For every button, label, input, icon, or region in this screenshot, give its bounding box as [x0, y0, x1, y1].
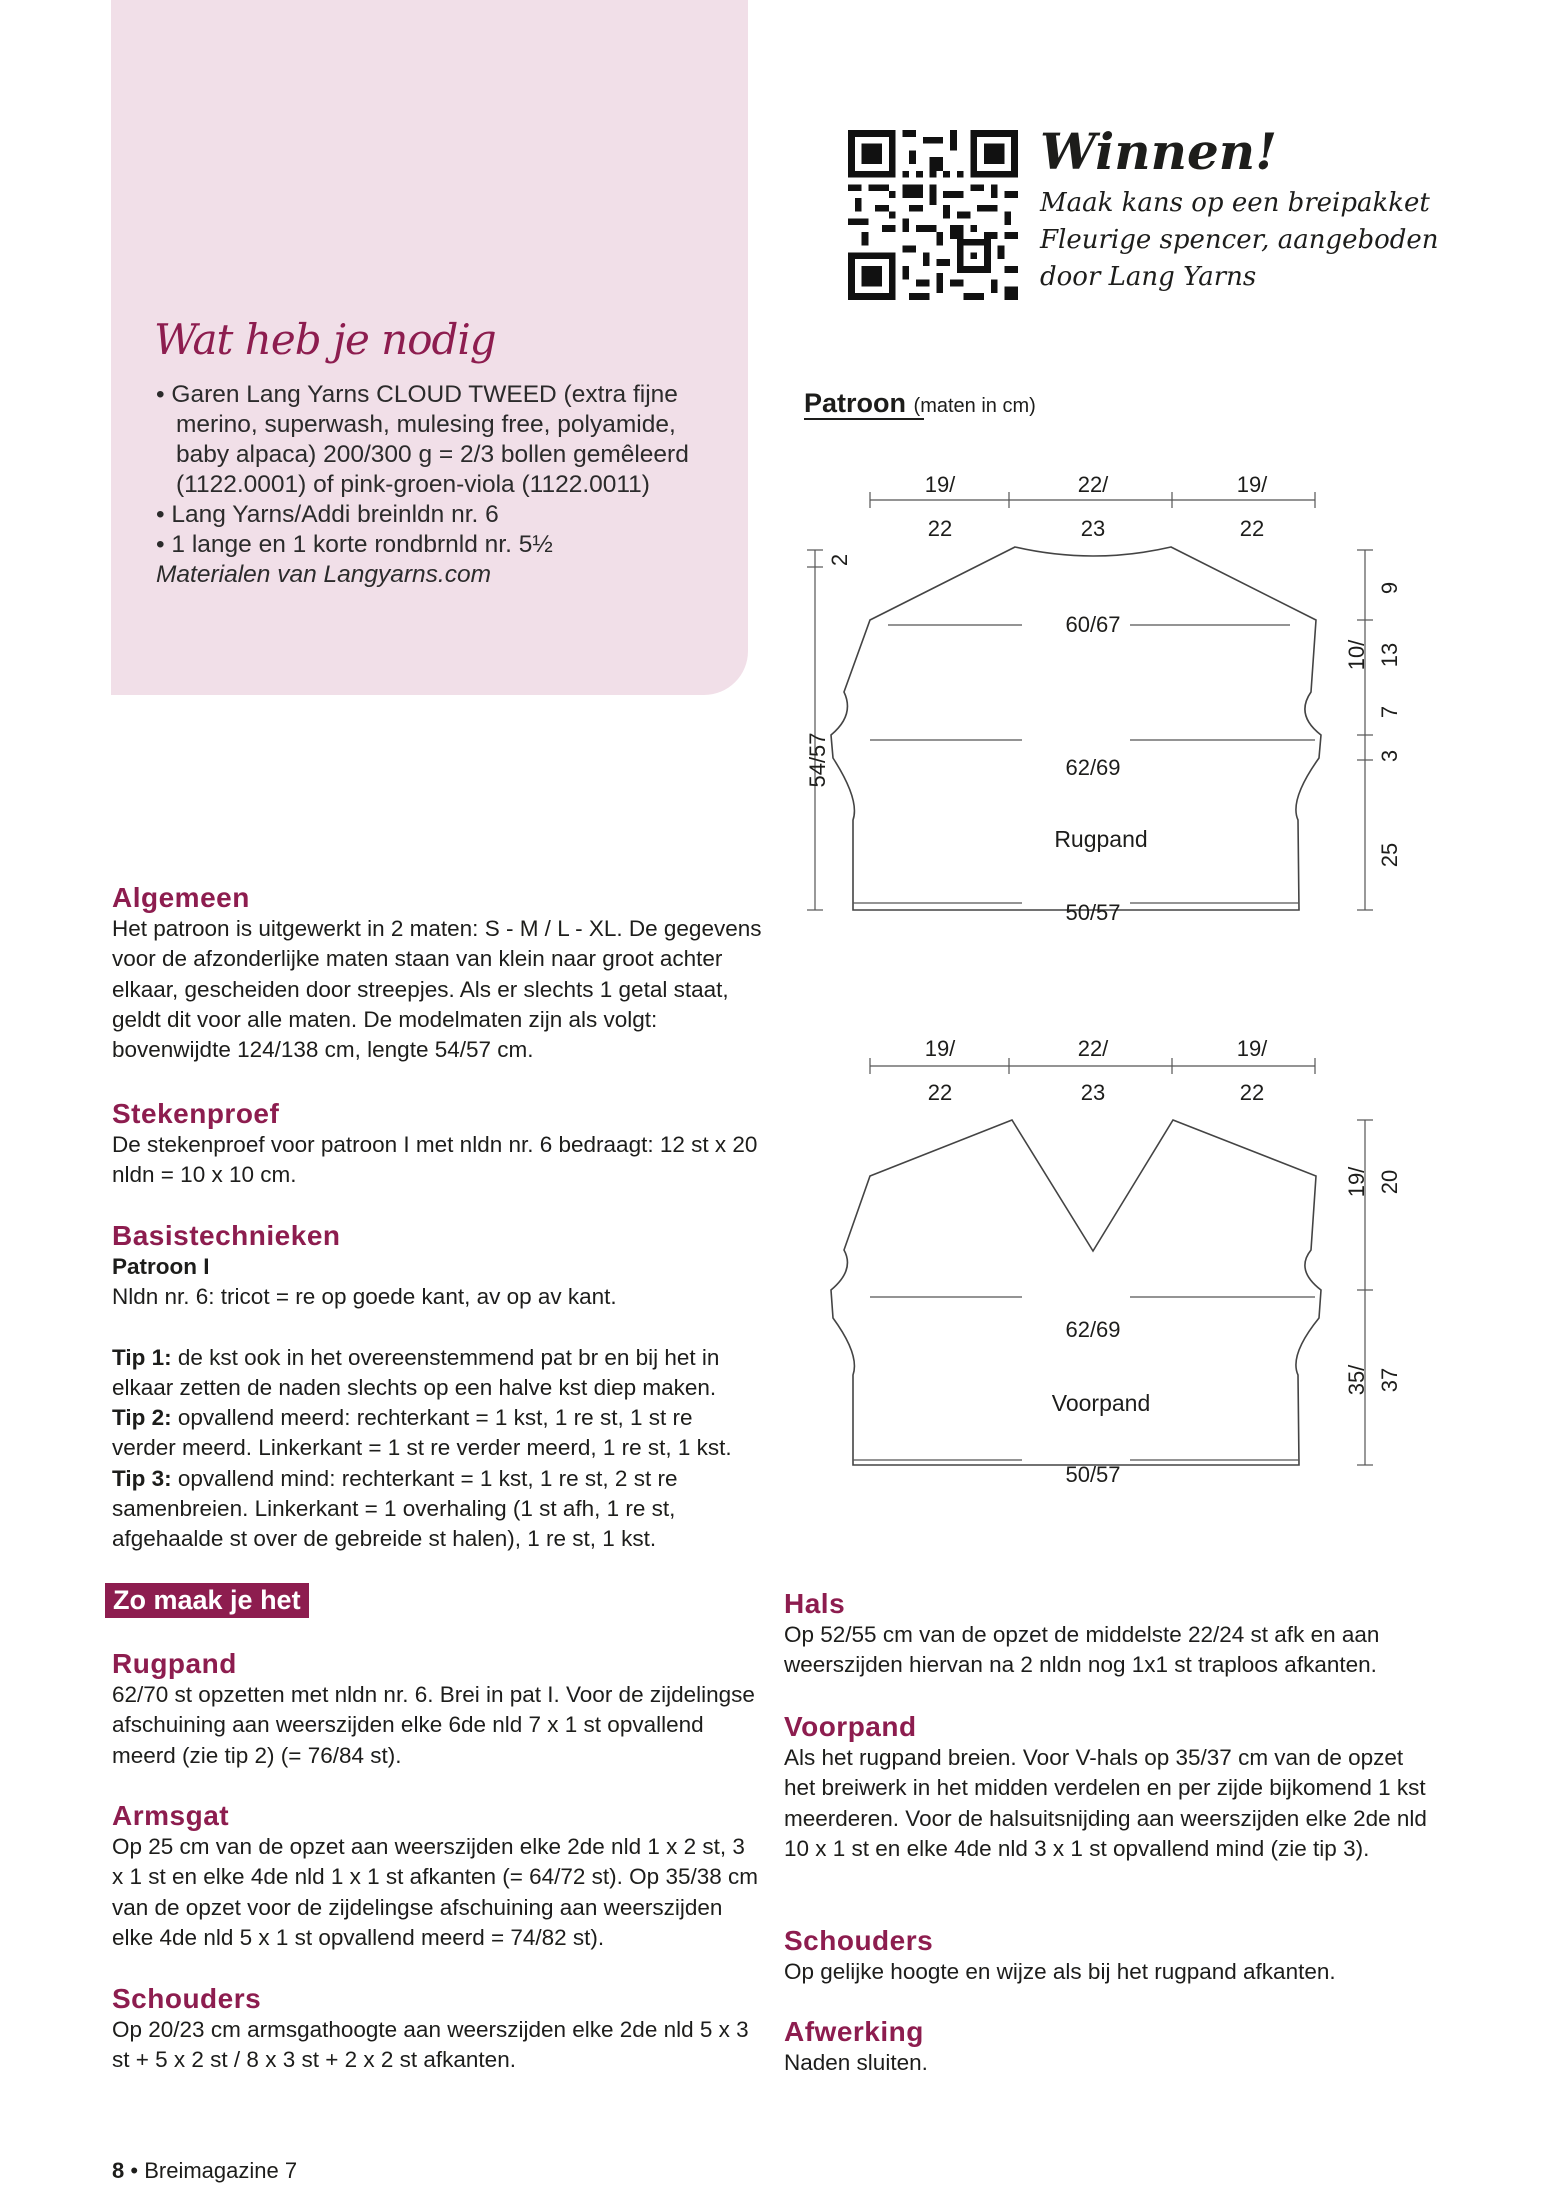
pattern-underline [804, 418, 924, 420]
tip-text: de kst ook in het overeenstemmend pat br en bij het in elkaar zetten de naden slechts op een halve kst diep maken. [112, 1344, 720, 1400]
back-neck-depth: 2 [827, 553, 852, 567]
section-basistechnieken [112, 1220, 762, 1555]
section-title: Afwerking [784, 2016, 924, 2047]
front-top-mid-2: 23 [1080, 1080, 1106, 1105]
back-right-3: 3 [1377, 749, 1402, 763]
back-top-right-2: 22 [1239, 516, 1265, 541]
back-right-25: 25 [1377, 842, 1402, 868]
win-text: Maak kans op een breipakket Fleurige spencer, aangeboden door Lang Yarns [1040, 188, 1439, 292]
win-title: Winnen! [1040, 122, 1278, 181]
section-title: Algemeen [112, 882, 250, 913]
page-number: 8 [112, 2158, 125, 2183]
front-top-left-2: 22 [927, 1080, 953, 1105]
tip-text: opvallend meerd: rechterkant = 1 kst, 1 re st, 1 st re verder meerd. Linkerkant = 1 st re verder meerd, 1 re st, 1 kst. [112, 1405, 732, 1461]
materials-item: • 1 lange en 1 korte rondbrnld nr. 5½ [156, 531, 553, 558]
back-shoulder-width: 60/67 [1065, 612, 1121, 637]
section-text: 62/70 st opzetten met nldn nr. 6. Brei in pat I. Voor de zijdelingse afschuining aan weerszijden elke 6de nld 7 x 1 st opvallend meerd (zie tip 2) (= 76/84 st). [112, 1682, 755, 1768]
section-afwerking [784, 2016, 1434, 2078]
section-text: Op 52/55 cm van de opzet de middelste 22/24 st afk en aan weerszijden hiervan na 2 nldn nog 1x1 st traploos afkanten. [784, 1622, 1380, 1678]
qr-code[interactable] [848, 130, 1018, 300]
front-top-left-1: 19/ [924, 1036, 956, 1061]
tip-label: Tip 2: [112, 1405, 172, 1431]
tip-2 [112, 1403, 762, 1464]
section-algemeen [112, 882, 762, 1065]
section-title: Hals [784, 1588, 846, 1619]
section-voorpand [784, 1711, 1434, 1864]
section-text: De stekenproef voor patroon I met nldn nr. 6 bedraagt: 12 st x 20 nldn = 10 x 10 cm. [112, 1132, 758, 1188]
front-top-mid-1: 22/ [1077, 1036, 1109, 1061]
page-footer [112, 2158, 297, 2184]
footer-bullet: • [130, 2158, 139, 2183]
back-right-13: 13 [1377, 642, 1402, 668]
front-right-20: 20 [1377, 1169, 1402, 1195]
front-right-35: 35/ [1344, 1364, 1369, 1396]
front-chest-width: 62/69 [1065, 1317, 1121, 1342]
section-title: Armsgat [112, 1800, 230, 1831]
back-right-9: 9 [1377, 581, 1402, 595]
back-top-left-2: 22 [927, 516, 953, 541]
pattern-subtitle: (maten in cm) [913, 395, 1036, 417]
section-text: Het patroon is uitgewerkt in 2 maten: S - M / L - XL. De gegevens voor de afzonderlijke maten staan van klein naar groot achter elkaar, gescheiden door streepjes. Als er slechts 1 getal staat, geldt dit voor alle maten. De modelmaten zijn als volgt: bovenwijdte 124/138 cm, lengte 54/57 cm. [112, 916, 762, 1063]
back-top-mid-1: 22/ [1077, 472, 1109, 497]
section-subtitle: Patroon I [112, 1254, 210, 1279]
front-right-37: 37 [1377, 1367, 1402, 1393]
back-outline [831, 547, 1321, 910]
section-title: Schouders [784, 1925, 934, 1956]
section-title: Stekenproef [112, 1098, 280, 1129]
back-right-7: 7 [1377, 705, 1402, 719]
materials-title: Wat heb je nodig [154, 315, 496, 364]
section-schouders-front [784, 1925, 1434, 1987]
pattern-heading [804, 388, 1036, 419]
section-stekenproef [112, 1098, 762, 1191]
tip-1 [112, 1343, 762, 1404]
tip-text: opvallend mind: rechterkant = 1 kst, 1 re st, 2 st re samenbreien. Linkerkant = 1 overhaling (1 st afh, 1 re st, afgehaalde st over de gebreide st halen), 1 re st, 1 kst. [112, 1465, 678, 1552]
section-text: Naden sluiten. [784, 2050, 928, 2075]
back-top-left-1: 19/ [924, 472, 956, 497]
front-top-right-1: 19/ [1236, 1036, 1268, 1061]
section-title: Voorpand [784, 1711, 917, 1742]
section-text: Op 25 cm van de opzet aan weerszijden elke 2de nld 1 x 2 st, 3 x 1 st en elke 4de nld 1 x 1 st afkanten (= 64/72 st). Op 35/38 cm van de opzet voor de zijdelingse afschuining aan weerszijden elke 4de nld 5 x 1 st opvallend meerd = 74/82 st). [112, 1834, 758, 1950]
pattern-title: Patroon [804, 388, 907, 418]
section-text: Nldn nr. 6: tricot = re op goede kant, av op av kant. [112, 1284, 617, 1310]
materials-item: • Lang Yarns/Addi breinldn nr. 6 [156, 501, 499, 528]
back-top-right-1: 19/ [1236, 472, 1268, 497]
back-total-length: 54/57 [805, 732, 830, 788]
section-title: Rugpand [112, 1648, 237, 1679]
section-text: Op gelijke hoogte en wijze als bij het rugpand afkanten. [784, 1959, 1336, 1984]
back-right-10: 10/ [1344, 639, 1369, 671]
section-armsgat [112, 1800, 762, 1953]
section-title: Schouders [112, 1983, 262, 2014]
magazine-name: Breimagazine 7 [144, 2158, 298, 2183]
front-top-right-2: 22 [1239, 1080, 1265, 1105]
materials-list [156, 380, 726, 590]
back-chest-width: 62/69 [1065, 755, 1121, 780]
section-text: Op 20/23 cm armsgathoogte aan weerszijden elke 2de nld 5 x 3 st + 5 x 2 st / 8 x 3 st + 2 x 2 st afkanten. [112, 2017, 749, 2073]
tip-3 [112, 1464, 762, 1555]
front-hem-width: 50/57 [1065, 1462, 1121, 1487]
tip-label: Tip 1: [112, 1344, 172, 1370]
pattern-diagram [790, 460, 1430, 1560]
section-text: Als het rugpand breien. Voor V-hals op 35/37 cm van de opzet het breiwerk in het midden verdelen en per zijde bijkomend 1 kst meerderen. Voor de halsuitsnijding aan weerszijden elke 2de nld 10 x 1 st en elke 4de nld 3 x 1 st opvallend mind (zie tip 3). [784, 1745, 1427, 1861]
materials-credit: Materialen van Langyarns.com [156, 561, 492, 588]
section-hals [784, 1588, 1434, 1681]
back-hem-width: 50/57 [1065, 900, 1121, 925]
front-right-19: 19/ [1344, 1166, 1369, 1198]
section-rugpand [112, 1648, 762, 1771]
back-top-mid-2: 23 [1080, 516, 1106, 541]
section-schouders-back [112, 1983, 762, 2076]
instructions-banner: Zo maak je het [105, 1583, 309, 1618]
front-label: Voorpand [1051, 1390, 1151, 1416]
back-label: Rugpand [1054, 826, 1148, 852]
materials-item: • Garen Lang Yarns CLOUD TWEED (extra fijne merino, superwash, mulesing free, polyamide, baby alpaca) 200/300 g = 2/3 bollen gemêleerd (1122.0001) of pink-groen-viola (1122.0011) [156, 381, 689, 498]
section-title: Basistechnieken [112, 1220, 341, 1251]
tip-label: Tip 3: [112, 1465, 172, 1491]
